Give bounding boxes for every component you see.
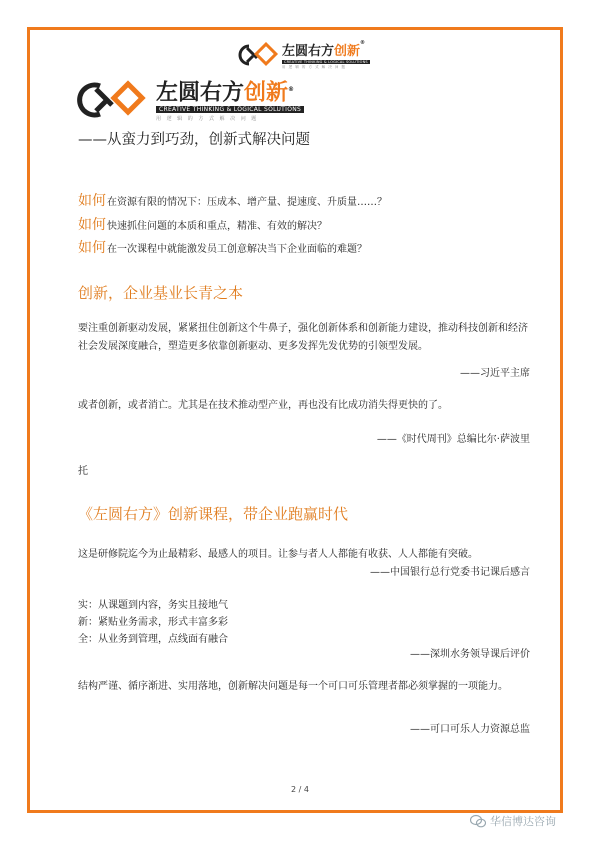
- slogan: ——从蛮力到巧劲，创新式解决问题: [78, 132, 310, 148]
- review-source: ——深圳水务领导课后评价: [410, 649, 530, 660]
- watermark-text: 华信博达咨询: [490, 815, 556, 828]
- quote-source: ——习近平主席: [460, 368, 530, 379]
- quote-source-continued: 托: [78, 466, 88, 477]
- main-logo: [76, 78, 304, 122]
- section-title: 《左圆右方》创新课程，带企业跑赢时代: [78, 505, 349, 523]
- header-brand-tagline: 用 逻 辑 的 方 式 解 决 问 题: [282, 65, 347, 69]
- main-brand-tagline: 用 逻 辑 的 方 式 解 决 问 题: [156, 116, 259, 123]
- review-point: 实：从课题到内容，务实且接地气: [78, 600, 228, 611]
- question-text: 在一次课程中就能激发员工创意解决当下企业面临的难题？: [107, 244, 367, 255]
- watermark: [470, 813, 556, 829]
- review-text: 这是研修院迄今为止最精彩、最感人的项目。让参与者人人都能有收获、人人都能有突破。: [78, 549, 478, 560]
- header-brand-subtitle: CREATIVE THINKING & LOGICAL SOLUTIONS: [284, 60, 368, 64]
- question-keyword: 如何: [78, 240, 106, 256]
- review-source: ——可口可乐人力资源总监: [410, 724, 530, 735]
- review-point: 新：紧贴业务需求，形式丰富多彩: [78, 617, 228, 628]
- question-item: [78, 214, 327, 234]
- logo-mark-icon: [235, 42, 279, 68]
- question-text: 在资源有限的情况下：压成本、增产量、提速度、升质量……？: [107, 197, 387, 208]
- wechat-icon: [470, 814, 486, 828]
- question-item: [78, 190, 387, 210]
- quote-text: 或者创新，或者消亡。尤其是在技术推动型产业，再也没有比成功消失得更快的了。: [78, 400, 448, 411]
- review-text: 结构严谨、循序渐进、实用落地，创新解决问题是每一个可口可乐管理者都必须掌握的一项能力。: [78, 681, 508, 692]
- section-title: 创新，企业基业长青之本: [78, 284, 244, 302]
- question-item: [78, 237, 367, 257]
- page-number: 2 / 4: [291, 785, 309, 794]
- logo-mark-icon: [76, 80, 152, 120]
- header-brand: 左圆右方创新®: [282, 40, 366, 59]
- question-text: 快速抓住问题的本质和重点，精准、有效的解决？: [107, 221, 327, 232]
- main-brand-subtitle: CREATIVE THINKING & LOGICAL SOLUTIONS: [156, 106, 304, 113]
- question-keyword: 如何: [78, 193, 106, 209]
- quote-source: ——《时代周刊》总编比尔·萨波里: [376, 434, 530, 445]
- question-keyword: 如何: [78, 217, 106, 233]
- review-point: 全：从业务到管理，点线面有融合: [78, 634, 228, 645]
- quote-text: 要注重创新驱动发展，紧紧扭住创新这个牛鼻子，强化创新体系和创新能力建设，推动科技创新和经济社会发展深度融合，塑造更多依靠创新驱动、更多发挥先发优势的引领型发展。: [78, 323, 528, 352]
- main-brand: 左圆右方创新®: [156, 80, 295, 106]
- header-logo: [235, 40, 370, 70]
- review-source: ——中国银行总行党委书记课后感言: [370, 567, 530, 578]
